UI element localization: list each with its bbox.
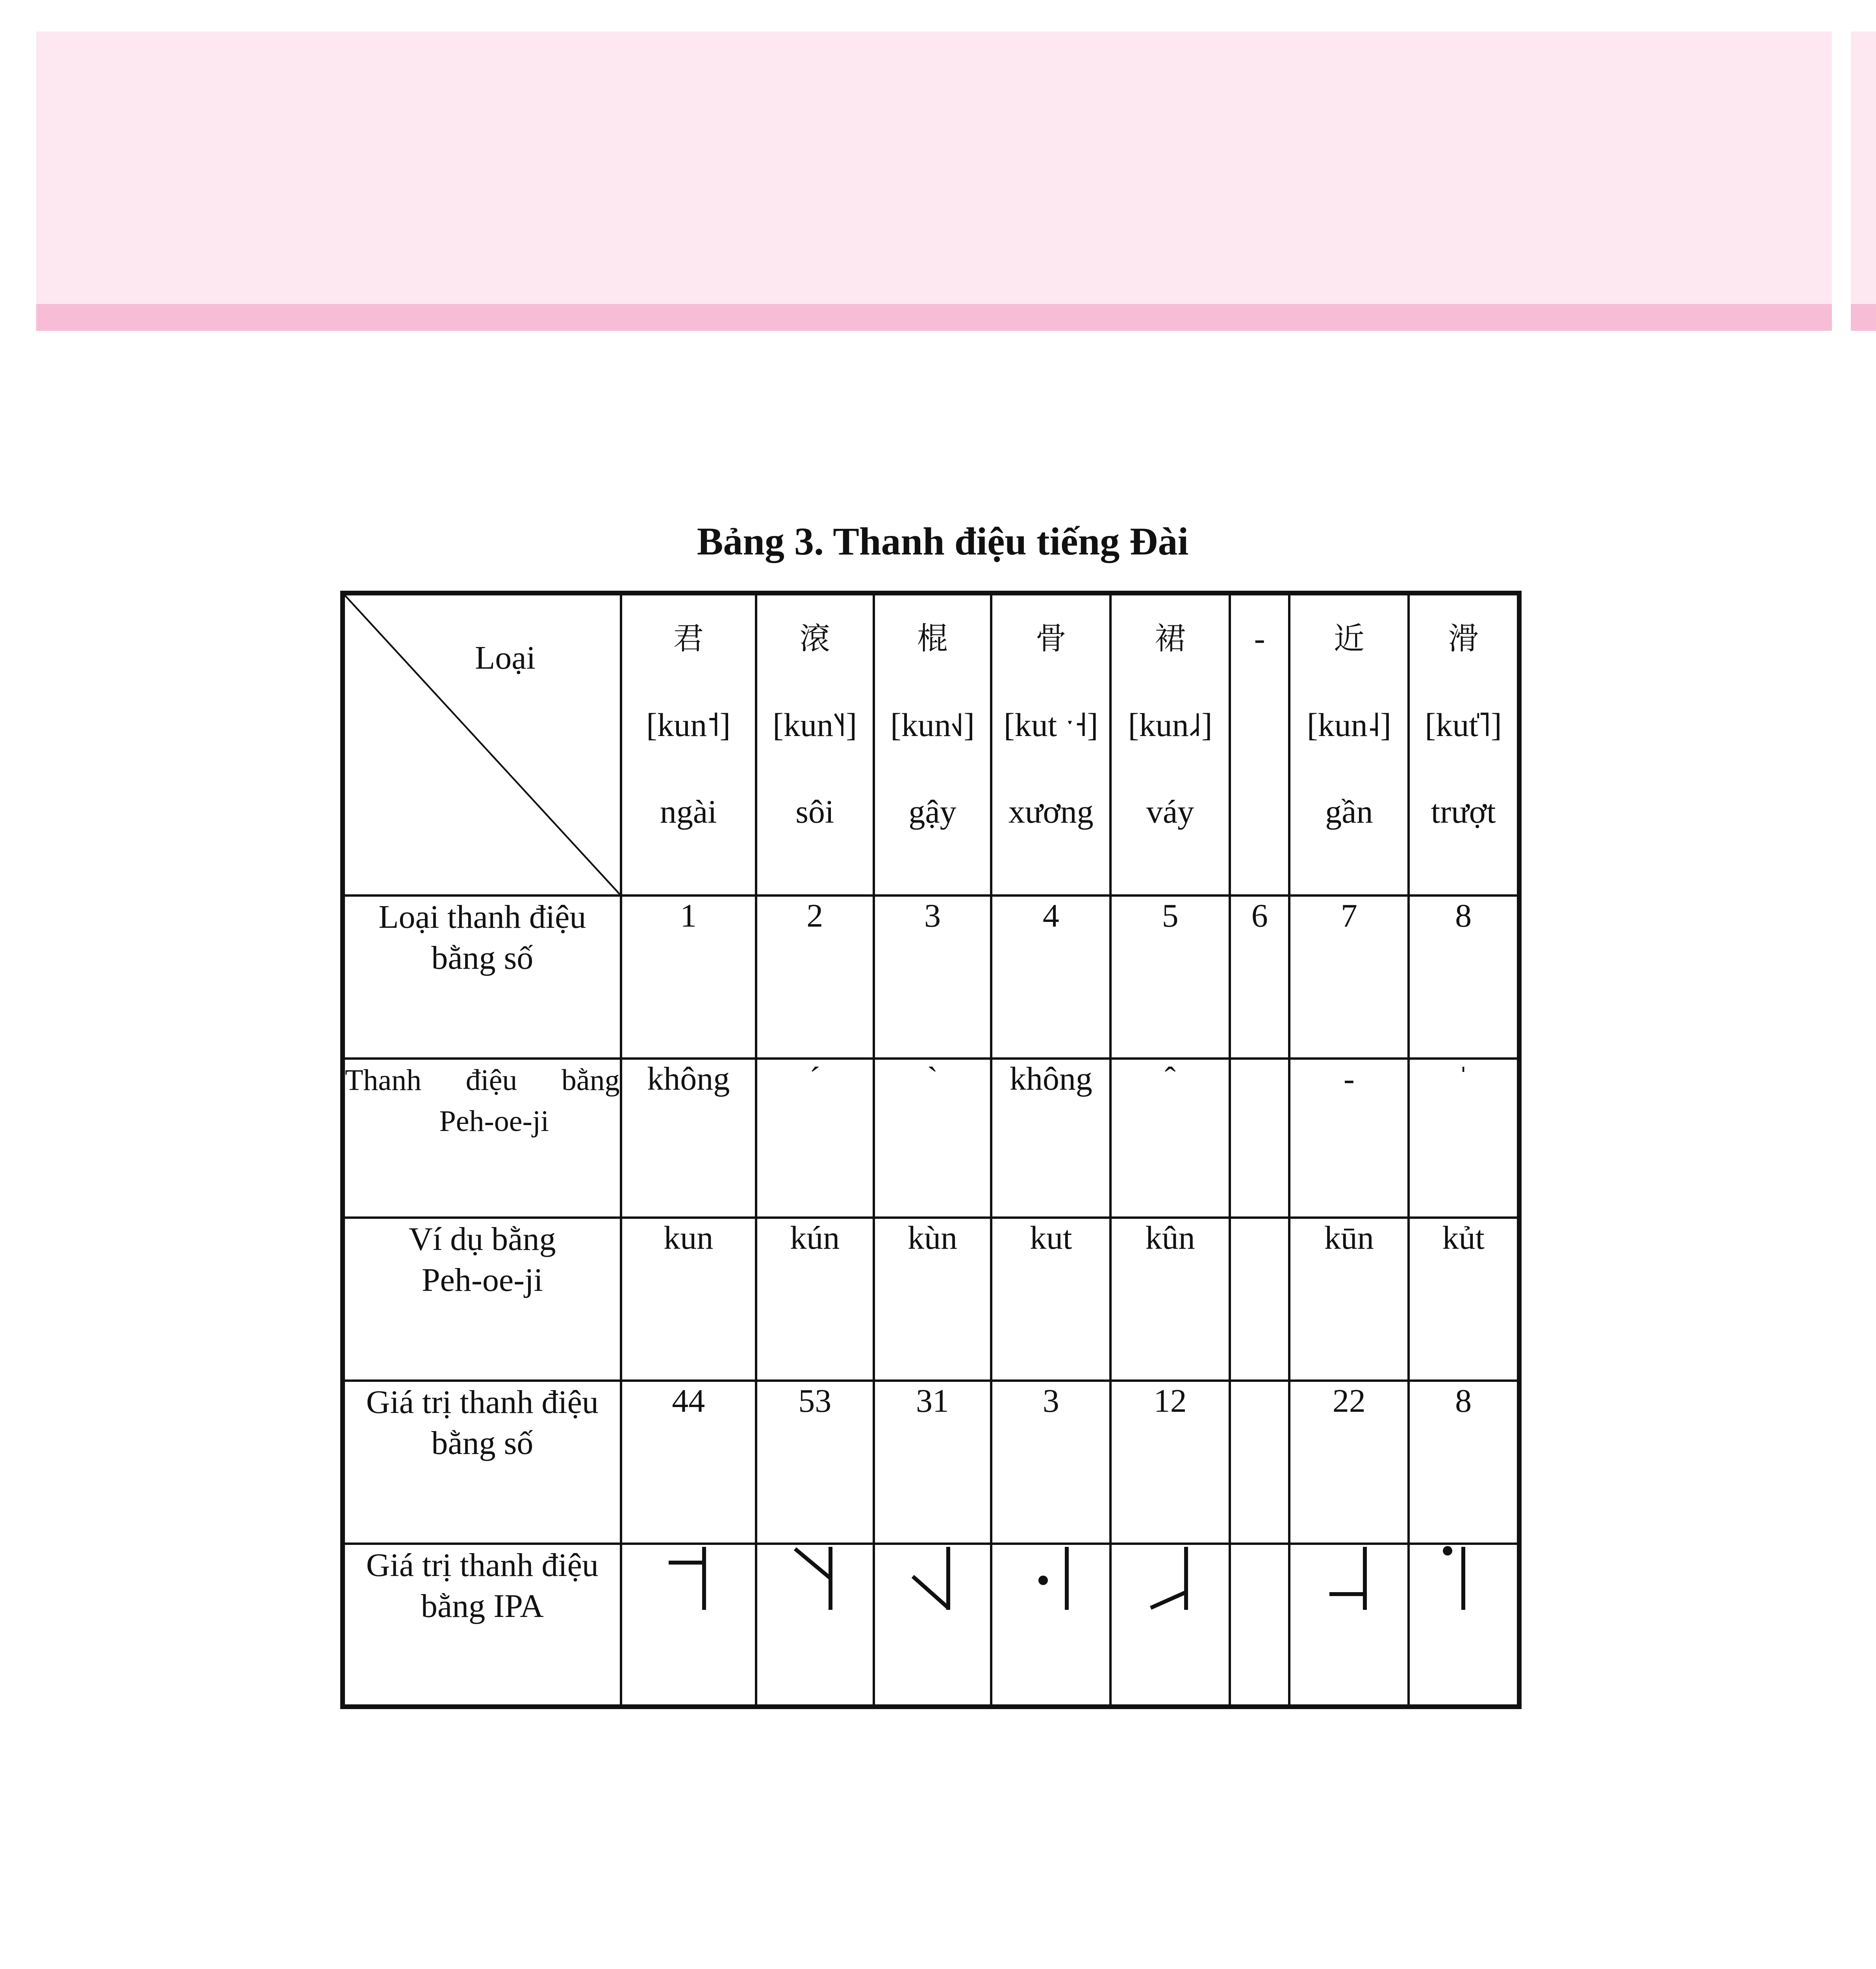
- tone-letter-cell: [1110, 1544, 1230, 1707]
- col-header: [756, 593, 874, 896]
- ipa-transcription: [kun˧˩]: [890, 707, 975, 743]
- table-cell: [1230, 1218, 1289, 1381]
- gloss: sôi: [795, 794, 834, 830]
- hanzi-char: 近: [1333, 621, 1364, 656]
- row-label-line: Thanh điệu bằng: [345, 1063, 620, 1097]
- table-cell: kủt: [1409, 1218, 1519, 1381]
- table-cell: 7: [1289, 896, 1409, 1059]
- gloss: gậy: [908, 794, 957, 830]
- table-cell: 8: [1409, 896, 1519, 1059]
- header-band: [36, 32, 1832, 307]
- gloss: xương: [1008, 794, 1094, 830]
- tone-letter-53-icon: [791, 1545, 838, 1612]
- hanzi-char: 裙: [1155, 621, 1186, 656]
- hanzi-char: 滾: [799, 621, 830, 656]
- table-cell: kut: [991, 1218, 1110, 1381]
- table-cell: 1: [621, 896, 756, 1059]
- table-cell: không: [991, 1059, 1110, 1218]
- header-gap: [1832, 32, 1851, 331]
- row-label-line: bằng IPA: [421, 1587, 544, 1624]
- tone-letter-22-icon: [1325, 1545, 1373, 1612]
- row-label-line: Loại thanh điệu: [378, 898, 586, 935]
- gloss: gần: [1325, 794, 1373, 830]
- table-cell: 5: [1110, 896, 1230, 1059]
- ipa-transcription: [kun˩˨]: [1128, 707, 1212, 743]
- col-header: [1289, 593, 1409, 896]
- table-cell: `: [874, 1059, 992, 1218]
- table-cell: kùn: [874, 1218, 992, 1381]
- header-edge: [1851, 32, 1876, 331]
- table-cell: 3: [874, 896, 992, 1059]
- table-cell: ˆ: [1110, 1059, 1230, 1218]
- col-header: [1110, 593, 1230, 896]
- table-cell: kún: [756, 1218, 874, 1381]
- table-row: [343, 1544, 1519, 1707]
- tone-table: [340, 591, 1522, 1709]
- tone-letter-cell: [991, 1544, 1110, 1707]
- row-label: [343, 1381, 621, 1544]
- table-cell: -: [1289, 1059, 1409, 1218]
- row-label-line: Peh-oe-ji: [421, 1261, 543, 1298]
- table-row: [343, 1059, 1519, 1218]
- tone-letter-44-icon: [665, 1545, 712, 1612]
- table-cell: không: [621, 1059, 756, 1218]
- tone-letter-cell: [621, 1544, 756, 1707]
- table-cell: 53: [756, 1381, 874, 1544]
- corner-cell: [343, 593, 621, 896]
- row-label-line: Ví dụ bằng: [409, 1220, 556, 1257]
- table-cell: 3: [991, 1381, 1110, 1544]
- table-row: [343, 896, 1519, 1059]
- ipa-transcription: [kut̍˥]: [1425, 707, 1502, 743]
- tone-letter-3-short-icon: [1027, 1545, 1075, 1612]
- gloss: váy: [1146, 794, 1194, 830]
- header-stripe: [36, 304, 1832, 331]
- ipa-transcription: [kun˥˧]: [773, 707, 857, 743]
- table-header-row: [343, 593, 1519, 896]
- tone-letter-cell: [874, 1544, 992, 1707]
- col-header: [874, 593, 992, 896]
- table-cell: 22: [1289, 1381, 1409, 1544]
- col-header: [621, 593, 756, 896]
- table-row: [343, 1218, 1519, 1381]
- row-label-line: Peh-oe-ji: [439, 1104, 549, 1138]
- table-row: [343, 1381, 1519, 1544]
- table-cell: ˈ: [1409, 1059, 1519, 1218]
- corner-label: Loại: [475, 640, 536, 676]
- gloss: trượt: [1431, 794, 1496, 830]
- tone-letter-cell-empty: [1230, 1544, 1289, 1707]
- row-label-line: bằng số: [431, 1424, 534, 1461]
- hanzi-char: 君: [673, 621, 704, 656]
- hanzi-char: 棍: [917, 621, 948, 656]
- table-cell: ´: [756, 1059, 874, 1218]
- tone-letter-cell: [1409, 1544, 1519, 1707]
- table-cell: 6: [1230, 896, 1289, 1059]
- ipa-transcription: [kun˨]: [1307, 707, 1391, 743]
- header-edge-stripe: [1851, 304, 1876, 331]
- tone-letter-5-short-icon: [1440, 1545, 1487, 1612]
- ipa-transcription: [kun˦]: [646, 707, 731, 743]
- table-cell: 8: [1409, 1381, 1519, 1544]
- row-label: [343, 1544, 621, 1707]
- ipa-transcription: [kut ˑ˧]: [1003, 707, 1098, 743]
- tone-letter-31-icon: [909, 1545, 956, 1612]
- tone-letter-12-icon: [1147, 1545, 1194, 1612]
- table-cell: 2: [756, 896, 874, 1059]
- table-cell: 12: [1110, 1381, 1230, 1544]
- table-cell: kûn: [1110, 1218, 1230, 1381]
- tone-letter-cell: [756, 1544, 874, 1707]
- table-cell: 4: [991, 896, 1110, 1059]
- table-cell: 31: [874, 1381, 992, 1544]
- col-header: [1409, 593, 1519, 896]
- row-label-line: Giá trị thanh điệu: [366, 1546, 599, 1583]
- col-header: [991, 593, 1110, 896]
- table-cell: [1230, 1059, 1289, 1218]
- table-cell: 44: [621, 1381, 756, 1544]
- row-label: [343, 896, 621, 1059]
- row-label: [343, 1218, 621, 1381]
- dash-placeholder: -: [1254, 620, 1265, 657]
- table-cell: [1230, 1381, 1289, 1544]
- table-title: Bảng 3. Thanh điệu tiếng Đài: [697, 519, 1189, 563]
- hanzi-char: 骨: [1035, 621, 1066, 656]
- gloss: ngài: [660, 794, 717, 830]
- col-header: [1230, 593, 1289, 896]
- row-label: [343, 1059, 621, 1218]
- table-cell: kūn: [1289, 1218, 1409, 1381]
- row-label-line: Giá trị thanh điệu: [366, 1383, 599, 1420]
- table-cell: kun: [621, 1218, 756, 1381]
- hanzi-char: 滑: [1448, 621, 1479, 656]
- row-label-line: bằng số: [431, 939, 534, 976]
- tone-letter-cell: [1289, 1544, 1409, 1707]
